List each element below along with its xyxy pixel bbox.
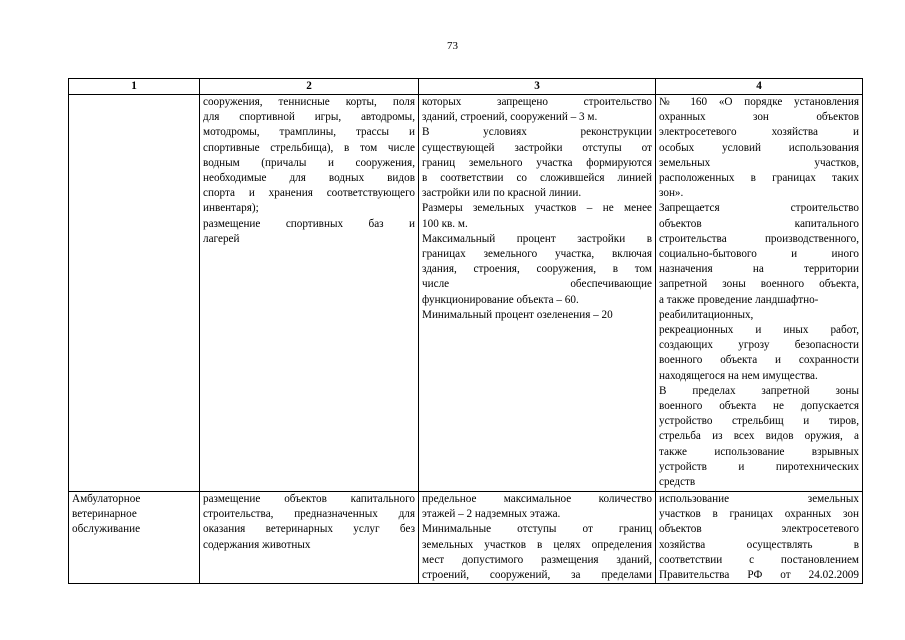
cell-line: размещение объектов капитального: [203, 493, 415, 505]
cell-line: земельных участков,: [659, 156, 859, 169]
cell-line: 100 кв. м.: [422, 217, 468, 230]
cell-line: размещение спортивных баз и: [203, 217, 415, 230]
cell-line: Запрещается строительство: [659, 202, 859, 215]
cell-line: устройств и пиротехнических: [659, 460, 859, 473]
cell-line: В пределах запретной зоны: [659, 384, 859, 397]
cell-line: расположенных в границах таких: [659, 172, 859, 185]
cell-line: спорта и хранения соответствующего: [203, 187, 415, 200]
permitted-use-description-cell: [200, 95, 419, 492]
cell-line: водным (причалы и сооружения,: [203, 156, 415, 169]
cell-line: использование земельных: [659, 493, 859, 505]
land-use-type-cell: [69, 492, 200, 584]
cell-line: зданий, строений, сооружений – 3 м.: [422, 111, 598, 124]
cell-line: которых запрещено строительство: [422, 96, 652, 108]
cell-line: содержания животных: [203, 538, 311, 551]
cell-line: Амбулаторное: [72, 493, 141, 505]
cell-line: объектов электросетевого: [659, 523, 859, 536]
cell-line: здания, строения, сооружения, в том: [422, 263, 652, 276]
column-header-3: 3: [419, 79, 656, 95]
cell-line: строений, сооружений, за пределами: [422, 569, 652, 582]
cell-line: необходимые для водных видов: [203, 172, 415, 185]
cell-line: строительства, предназначенных для: [203, 508, 415, 521]
cell-line: объектов капитального: [659, 217, 859, 230]
cell-line: земельных участков в целях определения: [422, 538, 652, 551]
restrictions-cell: [656, 95, 863, 492]
cell-line: Размеры земельных участков – не менее: [422, 202, 652, 215]
cell-line: застройки или по красной линии.: [422, 187, 582, 200]
cell-line: находящегося на нем имущества.: [659, 369, 818, 382]
column-header-4: 4: [656, 79, 863, 95]
page-number: 73: [447, 40, 458, 52]
cell-line: числе обеспечивающие: [422, 278, 652, 291]
cell-line: Максимальный процент застройки в: [422, 232, 652, 245]
zoning-table: [68, 78, 863, 584]
cell-line: также использование взрывных: [659, 445, 859, 458]
cell-line: обслуживание: [72, 523, 141, 536]
cell-line: зон».: [659, 187, 684, 200]
land-use-type-cell: [69, 95, 200, 492]
cell-line: границ земельного участка формируются: [422, 156, 652, 169]
column-header-2: 2: [200, 79, 419, 95]
cell-line: социально-бытового и иного: [659, 248, 859, 261]
cell-line: лагерей: [203, 232, 240, 245]
cell-line: существующей застройки отступы от: [422, 141, 652, 154]
cell-line: Минимальный процент озеленения – 20: [422, 308, 613, 321]
cell-line: электросетевого хозяйства и: [659, 126, 859, 139]
table-row: [69, 492, 863, 584]
cell-line: военного объекта не допускается: [659, 400, 859, 413]
cell-line: рекреационных и иных работ,: [659, 324, 859, 337]
cell-line: военного объекта и сохранности: [659, 354, 859, 367]
table-header-row: [69, 79, 863, 95]
cell-line: сооружения, теннисные корты, поля: [203, 96, 415, 108]
cell-line: участков в границах охранных зон: [659, 508, 859, 521]
cell-line: В условиях реконструкции: [422, 126, 652, 139]
cell-line: инвентаря);: [203, 202, 259, 215]
cell-line: ветеринарное: [72, 508, 137, 521]
cell-line: особых условий использования: [659, 141, 859, 154]
cell-line: № 160 «О порядке установления: [659, 96, 859, 108]
table-row: [69, 95, 863, 492]
cell-line: Минимальные отступы от границ: [422, 523, 652, 536]
restrictions-cell: [656, 492, 863, 584]
cell-line: устройство стрельбищ и тиров,: [659, 415, 859, 428]
cell-line: спортивные стрельбища), в том числе: [203, 141, 415, 154]
building-parameters-cell: [419, 492, 656, 584]
cell-line: мотодромы, трамплины, трассы и: [203, 126, 415, 139]
column-header-1: 1: [69, 79, 200, 95]
permitted-use-description-cell: [200, 492, 419, 584]
cell-line: средств: [659, 476, 696, 489]
cell-line: в соответствии со сложившейся линией: [422, 172, 652, 185]
cell-line: назначения на территории: [659, 263, 859, 276]
cell-line: охранных зон объектов: [659, 111, 859, 124]
building-parameters-cell: [419, 95, 656, 492]
cell-line: а также проведение ландшафтно-: [659, 293, 819, 306]
cell-line: мест допустимого размещения зданий,: [422, 553, 652, 566]
cell-line: строительства производственного,: [659, 232, 859, 245]
cell-line: запретной зоны военного объекта,: [659, 278, 859, 291]
cell-line: Правительства РФ от 24.02.2009: [659, 569, 859, 582]
cell-line: хозяйства осуществлять в: [659, 538, 859, 551]
cell-line: границах земельного участка, включая: [422, 248, 652, 261]
cell-line: для спортивной игры, автодромы,: [203, 111, 415, 124]
cell-line: функционирование объекта – 60.: [422, 293, 579, 306]
cell-line: реабилитационных,: [659, 308, 754, 321]
cell-line: оказания ветеринарных услуг без: [203, 523, 415, 536]
cell-line: создающих угрозу безопасности: [659, 339, 859, 352]
cell-line: этажей – 2 надземных этажа.: [422, 508, 561, 521]
cell-line: стрельба из всех видов оружия, а: [659, 430, 859, 443]
cell-line: соответствии с постановлением: [659, 553, 859, 566]
cell-line: предельное максимальное количество: [422, 493, 652, 505]
